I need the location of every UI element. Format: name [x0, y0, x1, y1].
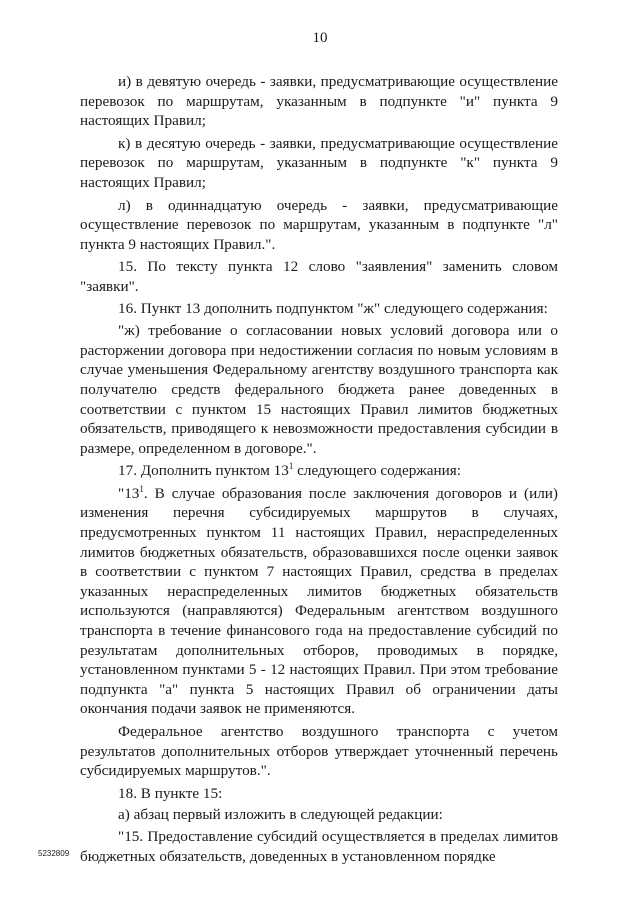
paragraph-item-18-a: а) абзац первый изложить в следующей редакции:	[118, 806, 443, 824]
paragraph-item-15-new: "15. Предоставление субсидий осуществляется в пределах лимитов бюджетных обязательств, доведенных в установленном порядке	[80, 827, 558, 865]
paragraph-item-i: и) в девятую очередь - заявки, предусматривающие осуществление перевозок по маршрутам, указанным в подпункте "и" пункта 9 настоящих Правил;	[80, 73, 558, 130]
paragraph-item-l: л) в одиннадцатую очередь - заявки, предусматривающие осуществление перевозок по маршрутам, указанным в подпункте "л" пункта 9 настоящих Правил.".	[80, 196, 558, 253]
item-17-superscript: 1	[288, 461, 294, 472]
paragraph-subitem-zh: "ж) требование о согласовании новых условий договора или о расторжении договора при недостижении согласия по новым условиям в случае уменьшения Федеральному агентству воздушного транспорта как получателю средств федерального бюджета ранее доведенных в соответствии с пунктом 15 настоящих Правил лимитов бюджетных обязательств, приводящего к невозможности предоставления субсидии в размере, определенном в договоре.".	[80, 322, 558, 457]
item-13-1-text: . В случае образования после заключения договоров и (или) изменения перечня субсидируемых маршрутов в случаях, предусмотренных пунктом 11 настоящих Правил, нераспределенных лимитов бюджетных обязательств, образовавшихся после оценки заявок в соответствии с пунктом 7 настоящих Правил, средства в пределах указанных нераспределенных лимитов бюджетных обязательств используются (направляются) Федеральным агентством воздушного транспорта в течение финансового года на предоставление субсидий по результатам дополнительных отборов, проводимых в порядке, установленном пунктами 5 - 12 настоящих Правил. При этом требование подпункта "а" пункта 5 настоящих Правил об ограничении даты окончания подачи заявок не применяются.	[80, 484, 558, 718]
item-17-text-end: следующего содержания:	[293, 462, 461, 480]
paragraph-item-13-1	[80, 484, 558, 719]
paragraph-item-17	[80, 461, 558, 481]
item-13-1-number: "13	[118, 484, 140, 502]
paragraph-item-15: 15. По тексту пункта 12 слово "заявления" заменить словом "заявки".	[80, 258, 558, 295]
page-number: 10	[312, 30, 328, 46]
item-17-text: 17. Дополнить пунктом 13	[118, 462, 289, 480]
document-body	[80, 72, 558, 869]
item-13-1-superscript: 1	[139, 483, 144, 494]
paragraph-item-18: 18. В пункте 15:	[118, 784, 223, 802]
paragraph-item-16: 16. Пункт 13 дополнить подпунктом "ж" следующего содержания:	[118, 299, 548, 317]
paragraph-item-k: к) в десятую очередь - заявки, предусматривающие осуществление перевозок по маршрутам, указанным в подпункте "к" пункта 9 настоящих Правил;	[80, 134, 558, 191]
paragraph-federal-agency: Федеральное агентство воздушного транспорта с учетом результатов дополнительных отборов утверждает уточненный перечень субсидируемых маршрутов.".	[80, 723, 558, 780]
document-id: 5232809	[38, 849, 70, 858]
